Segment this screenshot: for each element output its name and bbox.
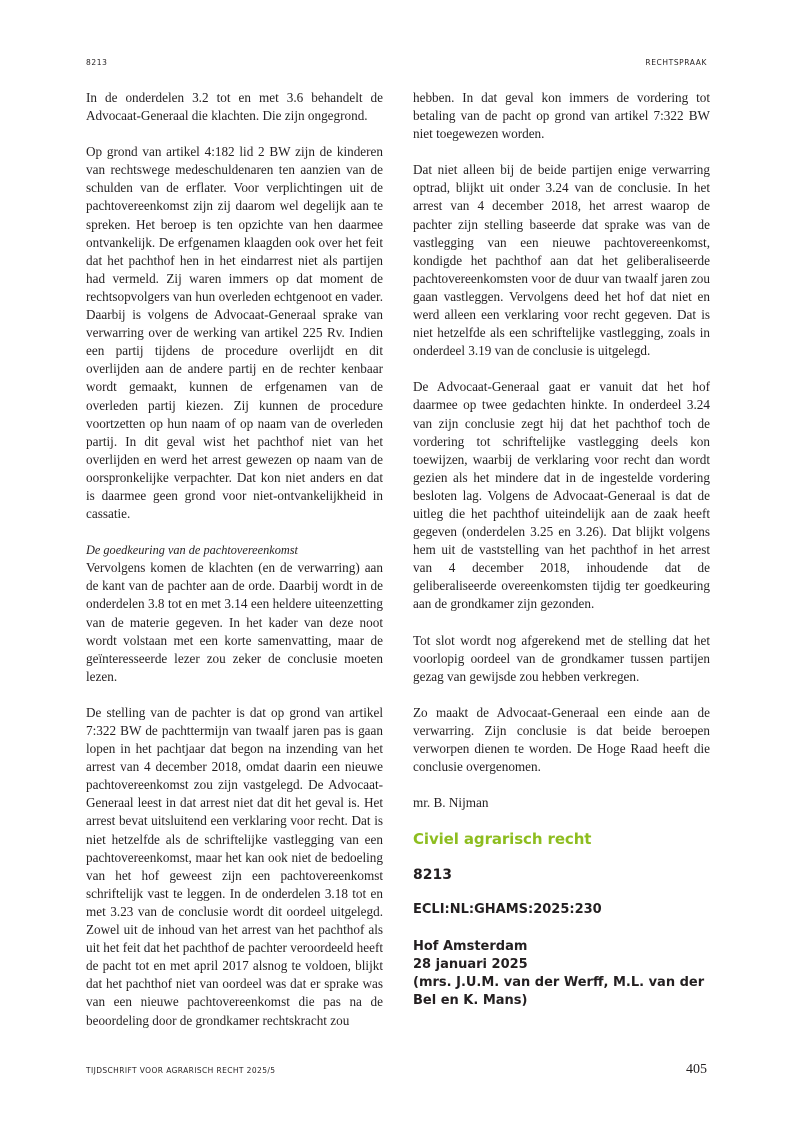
court-name: Hof Amsterdam	[413, 938, 528, 954]
paragraph: De stelling van de pachter is dat op grond van artikel 7:322 BW de pachttermijn van twaalf jaren pas is gaan lopen in het pachtjaar dat begon na inzending van het arrest van 4 december 2018, omdat daarin een nieuwe pachtovereenkomst zou zijn vastgelegd. De Advocaat-Generaal leest in dat arrest niet dat dit het geval is. Het arrest bevat uitsluitend een verklaring voor recht. Dat is niet hetzelfde als de schriftelijke vastlegging van een pachtovereenkomst, maar het kan ook niet de bedoeling van het hof geweest zijn een pachtovereenkomst schriftelijk vast te leggen. In de onderdelen 3.18 tot en met 3.23 van de conclusie wordt dit oordeel uitgelegd. Zowel uit de inhoud van het arrest van het pachthof als uit het feit dat het pachthof de pachter veroordeeld heeft de pacht tot en met april 2017 alsnog te voldoen, blijkt dat het pachthof niet van oordeel was dat er sprake was van een nieuwe pachtovereenkomst die pas na de beoordeling door de grondkamer rechtskracht zou	[86, 704, 383, 1028]
judges: (mrs. J.U.M. van der Werff, M.L. van der Bel en K. Mans)	[413, 974, 705, 1008]
paragraph: Op grond van artikel 4:182 lid 2 BW zijn de kinderen van rechtswege medeschuldenaren ten aanzien van de schulden van de erflater. Voor verplichtingen uit de pachtovereenkomst zijn zij daarom wel degelijk aan te spreken. Het beroep is ten opzichte van hen daarmee ontvankelijk. De erfgenamen klaagden ook over het feit dat het pachthof hen in het eindarrest niet als partijen had vermeld. Zij waren immers op dat moment de rechtsopvolgers van hun overleden echtgenoot en vader. Daarbij is volgens de Advocaat-Generaal sprake van verwarring over de werking van artikel 225 Rv. Indien een partij tijdens de procedure overlijdt en dit overlijden aan de andere partij en de rechter kenbaar wordt gemaakt, kunnen de erfgenamen van de overleden partij kiezen. Zij kunnen de procedure voortzetten op hun naam of op naam van de overleden partij. In dit geval wist het pachthof niet van het overlijden en werd het arrest gewezen op naam van de oorspronkelijke verpachter. Dat kon niet anders en dat is daarmee geen grond voor niet-ontvankelijkheid in cassatie.	[86, 144, 383, 522]
page-number: 405	[686, 1062, 707, 1077]
paragraph: Zo maakt de Advocaat-Generaal een einde aan de verwarring. Zijn conclusie is dat beide beroepen verworpen dienen te worden. De Hoge Raad heeft die conclusie overgenomen.	[413, 704, 710, 775]
left-column	[86, 89, 383, 1030]
paragraph: Dat niet alleen bij de beide partijen enige verwarring optrad, blijkt uit onder 3.24 van de conclusie. In het arrest van 4 december 2018, het arrest waarop de pachter zijn stelling baseerde dat sprake was van de vastlegging van een nieuwe pachtovereenkomst, kondigde het pachthof aan dat het geliberaliseerde pachtovereenkomsten voor de duur van twaalf jaren zou gaan vastleggen. Vervolgens deed het hof dat niet en werd alleen een verklaring voor recht gegeven. Dat is niet hetzelfde als een schriftelijke vastlegging, zoals in onderdeel 3.19 van de conclusie is uitgelegd.	[413, 162, 710, 359]
paragraph: Vervolgens komen de klachten (en de verwarring) aan de kant van de pachter aan de orde. Daarbij wordt in de onderdelen 3.8 tot en met 3.14 een heldere uiteenzetting van de materie gegeven. In het kader van deze noot wordt volstaan met een korte samenvatting, maar de geïnteresseerde lezer zou zeker de conclusie moeten lezen.	[86, 560, 383, 684]
footer-journal-title: TIJDSCHRIFT VOOR AGRARISCH RECHT 2025/5	[86, 1066, 276, 1075]
paragraph: Tot slot wordt nog afgerekend met de stelling dat het voorlopig oordeel van de grondkamer tussen partijen gezag van gewijsde zou hebben verkregen.	[413, 632, 710, 684]
right-column	[413, 89, 710, 1010]
section-title: Civiel agrarisch recht	[413, 830, 592, 849]
paragraph: De Advocaat-Generaal gaat er vanuit dat het hof daarmee op twee gedachten hinkte. In onderdeel 3.24 van zijn conclusie zegt hij dat het pachthof toch de vordering tot schriftelijke vastlegging deels kon toewijzen, waarbij de verklaring voor recht dan wordt gezien als het mindere dat in de ingestelde vordering besloten lag. Volgens de Advocaat-Generaal is dat de uitleg die het pachthof uiteindelijk aan de zaak heeft gegeven (onderdelen 3.25 en 3.26). Dat blijkt volgens hem uit de vaststelling van het pachthof in het arrest van 4 december 2018, inhoudende dat de geliberaliseerde overeenkomsten tijdig ter goedkeuring aan de grondkamer zijn gezonden.	[413, 379, 710, 612]
subheading: De goedkeuring van de pachtovereenkomst	[86, 543, 298, 558]
running-head-case-number: 8213	[86, 58, 108, 67]
ecli-identifier: ECLI:NL:GHAMS:2025:230	[413, 902, 602, 918]
decision-date: 28 januari 2025	[413, 956, 528, 972]
paragraph: hebben. In dat geval kon immers de vordering tot betaling van de pacht op grond van artikel 7:322 BW niet toegewezen worden.	[413, 90, 710, 142]
author-signature: mr. B. Nijman	[413, 795, 489, 811]
case-number: 8213	[413, 867, 452, 884]
paragraph: In de onderdelen 3.2 tot en met 3.6 behandelt de Advocaat-Generaal die klachten. Die zijn ongegrond.	[86, 90, 383, 124]
running-head-section: RECHTSPRAAK	[645, 58, 707, 67]
